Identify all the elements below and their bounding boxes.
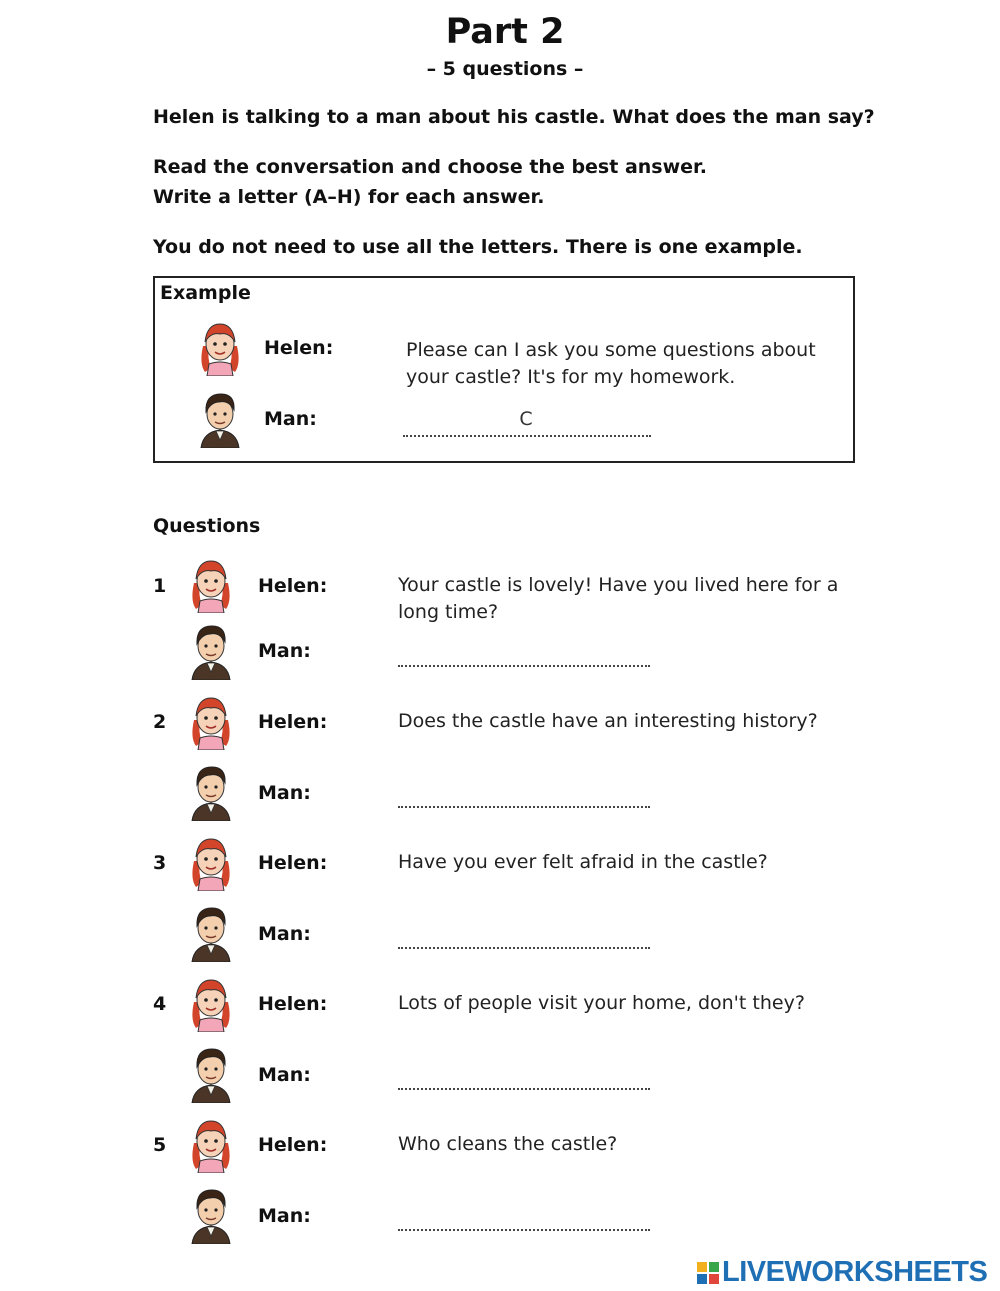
question-number: 3 bbox=[153, 852, 167, 874]
question-number: 1 bbox=[153, 575, 167, 597]
answer-input-3[interactable] bbox=[398, 933, 650, 949]
answer-input-2[interactable] bbox=[398, 792, 650, 808]
answer-input-1[interactable] bbox=[398, 651, 650, 667]
helen-line: Have you ever felt afraid in the castle? bbox=[398, 851, 768, 873]
helen-line: Your castle is lovely! Have you lived here for a bbox=[398, 574, 839, 596]
man-name: Man: bbox=[258, 1064, 311, 1086]
example-man-name: Man: bbox=[264, 408, 317, 430]
instruction-letters: You do not need to use all the letters. There is one example. bbox=[153, 236, 803, 258]
question-number: 2 bbox=[153, 711, 167, 733]
helen-avatar-icon bbox=[195, 316, 245, 376]
answer-input-5[interactable] bbox=[398, 1215, 650, 1231]
helen-avatar-icon bbox=[186, 972, 236, 1032]
helen-avatar-icon bbox=[186, 1113, 236, 1173]
helen-name: Helen: bbox=[258, 711, 328, 733]
man-name: Man: bbox=[258, 782, 311, 804]
question-number: 5 bbox=[153, 1134, 167, 1156]
helen-avatar-icon bbox=[186, 553, 236, 613]
liveworksheets-logo[interactable] bbox=[697, 1256, 987, 1289]
page-title: Part 2 bbox=[445, 12, 565, 52]
man-name: Man: bbox=[258, 923, 311, 945]
answer-input-4[interactable] bbox=[398, 1074, 650, 1090]
man-avatar-icon bbox=[186, 1184, 236, 1244]
man-name: Man: bbox=[258, 640, 311, 662]
helen-avatar-icon bbox=[186, 831, 236, 891]
helen-line: Lots of people visit your home, don't they? bbox=[398, 992, 805, 1014]
liveworksheets-brand-text: LIVEWORKSHEETS bbox=[722, 1256, 988, 1288]
helen-name: Helen: bbox=[258, 852, 328, 874]
instruction-write: Write a letter (A–H) for each answer. bbox=[153, 186, 545, 208]
example-helen-line2: your castle? It's for my homework. bbox=[406, 366, 736, 388]
example-helen-name: Helen: bbox=[264, 337, 334, 359]
man-avatar-icon bbox=[186, 1043, 236, 1103]
helen-line: Who cleans the castle? bbox=[398, 1133, 618, 1155]
helen-line-cont: long time? bbox=[398, 601, 499, 623]
helen-name: Helen: bbox=[258, 575, 328, 597]
page-subtitle: – 5 questions – bbox=[426, 58, 584, 80]
man-avatar-icon bbox=[186, 902, 236, 962]
man-name: Man: bbox=[258, 1205, 311, 1227]
question-number: 4 bbox=[153, 993, 167, 1015]
example-answer: C bbox=[519, 408, 533, 430]
example-label: Example bbox=[160, 282, 251, 304]
man-avatar-icon bbox=[195, 388, 245, 448]
helen-line: Does the castle have an interesting history? bbox=[398, 710, 818, 732]
example-helen-line1: Please can I ask you some questions about bbox=[406, 339, 816, 361]
man-avatar-icon bbox=[186, 620, 236, 680]
helen-avatar-icon bbox=[186, 690, 236, 750]
instruction-read: Read the conversation and choose the best answer. bbox=[153, 156, 707, 178]
questions-heading: Questions bbox=[153, 515, 261, 537]
instruction-context: Helen is talking to a man about his castle. What does the man say? bbox=[153, 106, 875, 128]
helen-name: Helen: bbox=[258, 1134, 328, 1156]
man-avatar-icon bbox=[186, 761, 236, 821]
liveworksheets-logo-icon bbox=[697, 1262, 719, 1284]
helen-name: Helen: bbox=[258, 993, 328, 1015]
